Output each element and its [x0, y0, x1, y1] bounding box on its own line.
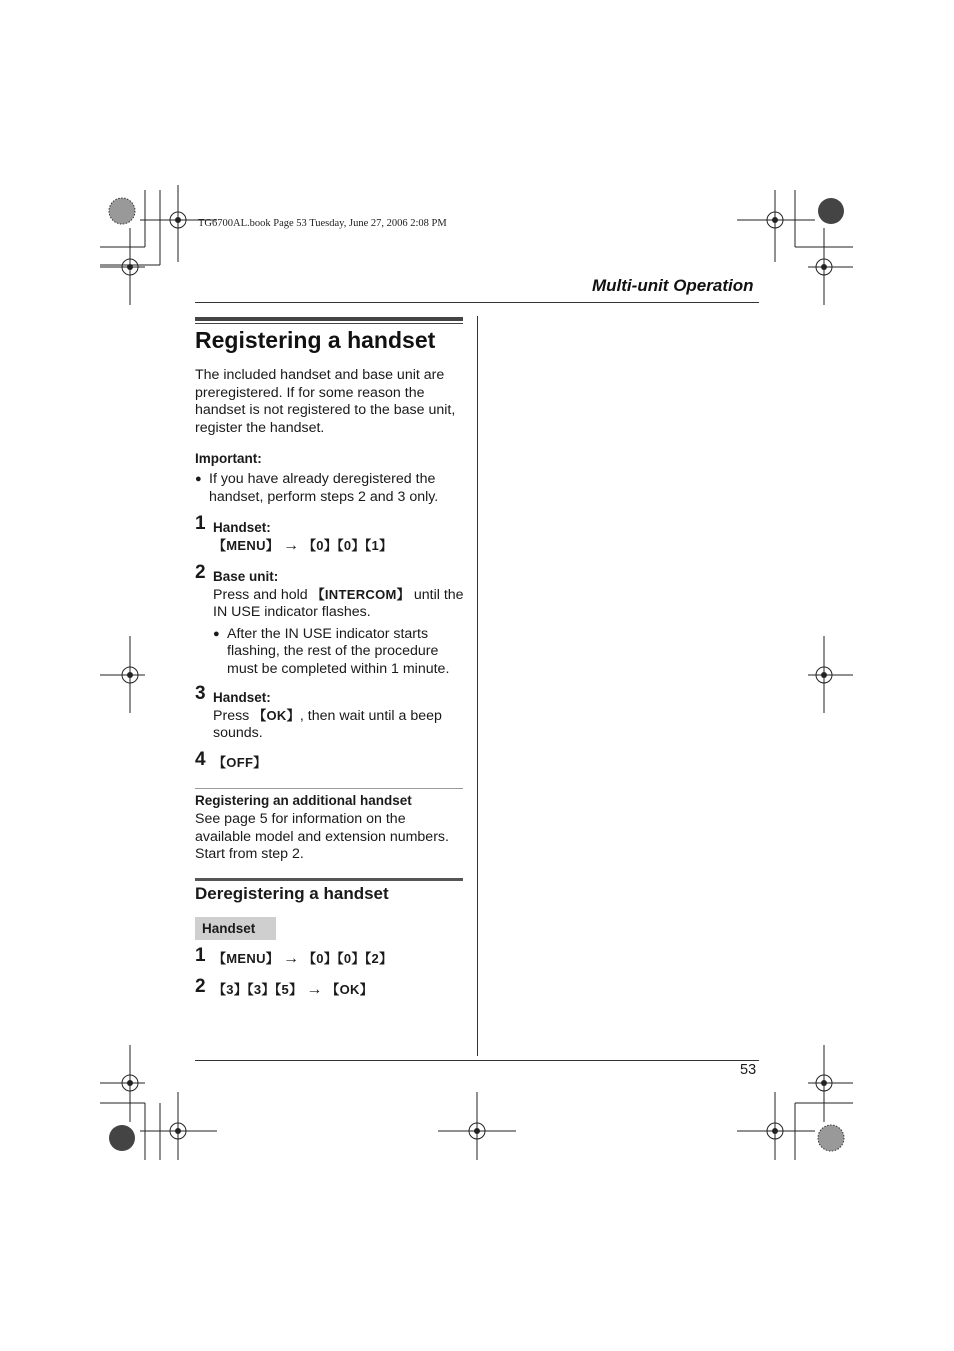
- bullet-icon: ●: [195, 473, 202, 485]
- deregister-title: Deregistering a handset: [195, 884, 389, 903]
- deregister-step-1: [213, 950, 465, 969]
- page-title: Registering a handset: [195, 327, 436, 353]
- off-key: 【OFF】: [213, 755, 267, 770]
- step-2-bullet: [213, 626, 465, 679]
- key-sequence: 【3】【3】【5】: [213, 982, 303, 997]
- handset-badge: Handset: [195, 917, 276, 940]
- step-number: 2: [195, 976, 206, 997]
- bullet-icon: ●: [213, 627, 220, 640]
- header-rule: [195, 302, 759, 303]
- section-bar: [195, 878, 463, 881]
- step-label: Base unit:: [213, 569, 279, 584]
- important-bullet: [195, 471, 479, 506]
- step-2-body: [213, 568, 465, 679]
- intercom-key: 【INTERCOM】: [311, 586, 410, 602]
- step-label: Handset:: [213, 690, 271, 705]
- footer-rule: [195, 1060, 759, 1061]
- step-1-body: [213, 519, 465, 555]
- intro-text: The included handset and base unit are preregistered. If for some reason the handset is not registered to the base unit, register the handset.: [195, 367, 456, 436]
- important-bullet-text: If you have already deregistered the handset, perform steps 2 and 3 only.: [209, 471, 439, 505]
- key-sequence: 【0】【0】【2】: [302, 951, 393, 966]
- menu-key: 【MENU】: [213, 951, 280, 966]
- printer-info: TG6700AL.book Page 53 Tuesday, June 27, 2006 2:08 PM: [198, 218, 447, 229]
- section-header: Multi-unit Operation: [592, 276, 754, 295]
- step-number: 3: [195, 683, 206, 704]
- step-number: 2: [195, 562, 206, 583]
- additional-text-2: Start from step 2.: [195, 846, 304, 863]
- column-rule: [477, 316, 478, 1056]
- step-text: Press and hold: [213, 586, 312, 603]
- additional-text-1: See page 5 for information on the available model and extension numbers.: [195, 811, 449, 845]
- step-number: 1: [195, 513, 206, 534]
- arrow-icon: →: [306, 981, 323, 998]
- step-2-bullet-text: After the IN USE indicator starts flashing, the rest of the procedure must be completed within 1 minute.: [227, 625, 450, 677]
- step-text: Press: [213, 707, 254, 724]
- title-bar-thin: [195, 323, 463, 324]
- deregister-step-2: [213, 981, 465, 1000]
- step-text: until the IN USE indicator flashes.: [213, 586, 464, 621]
- menu-key: 【MENU】: [213, 537, 280, 553]
- additional-text: [195, 811, 465, 864]
- step-text: , then wait until a beep sounds.: [213, 707, 442, 742]
- additional-title: Registering an additional handset: [195, 793, 412, 808]
- step-number: 4: [195, 749, 206, 770]
- step-3-body: [213, 689, 465, 743]
- arrow-icon: →: [283, 536, 300, 554]
- ok-key: 【OK】: [253, 707, 300, 723]
- step-label: Handset:: [213, 520, 271, 535]
- step-number: 1: [195, 945, 206, 966]
- title-bar: [195, 317, 463, 321]
- divider: [195, 788, 463, 789]
- arrow-icon: →: [283, 950, 300, 967]
- important-label: Important:: [195, 451, 262, 466]
- step-4-body: [213, 754, 465, 773]
- page-number: 53: [740, 1062, 757, 1078]
- ok-key: 【OK】: [326, 982, 373, 997]
- key-sequence: 【0】【0】【1】: [302, 537, 393, 553]
